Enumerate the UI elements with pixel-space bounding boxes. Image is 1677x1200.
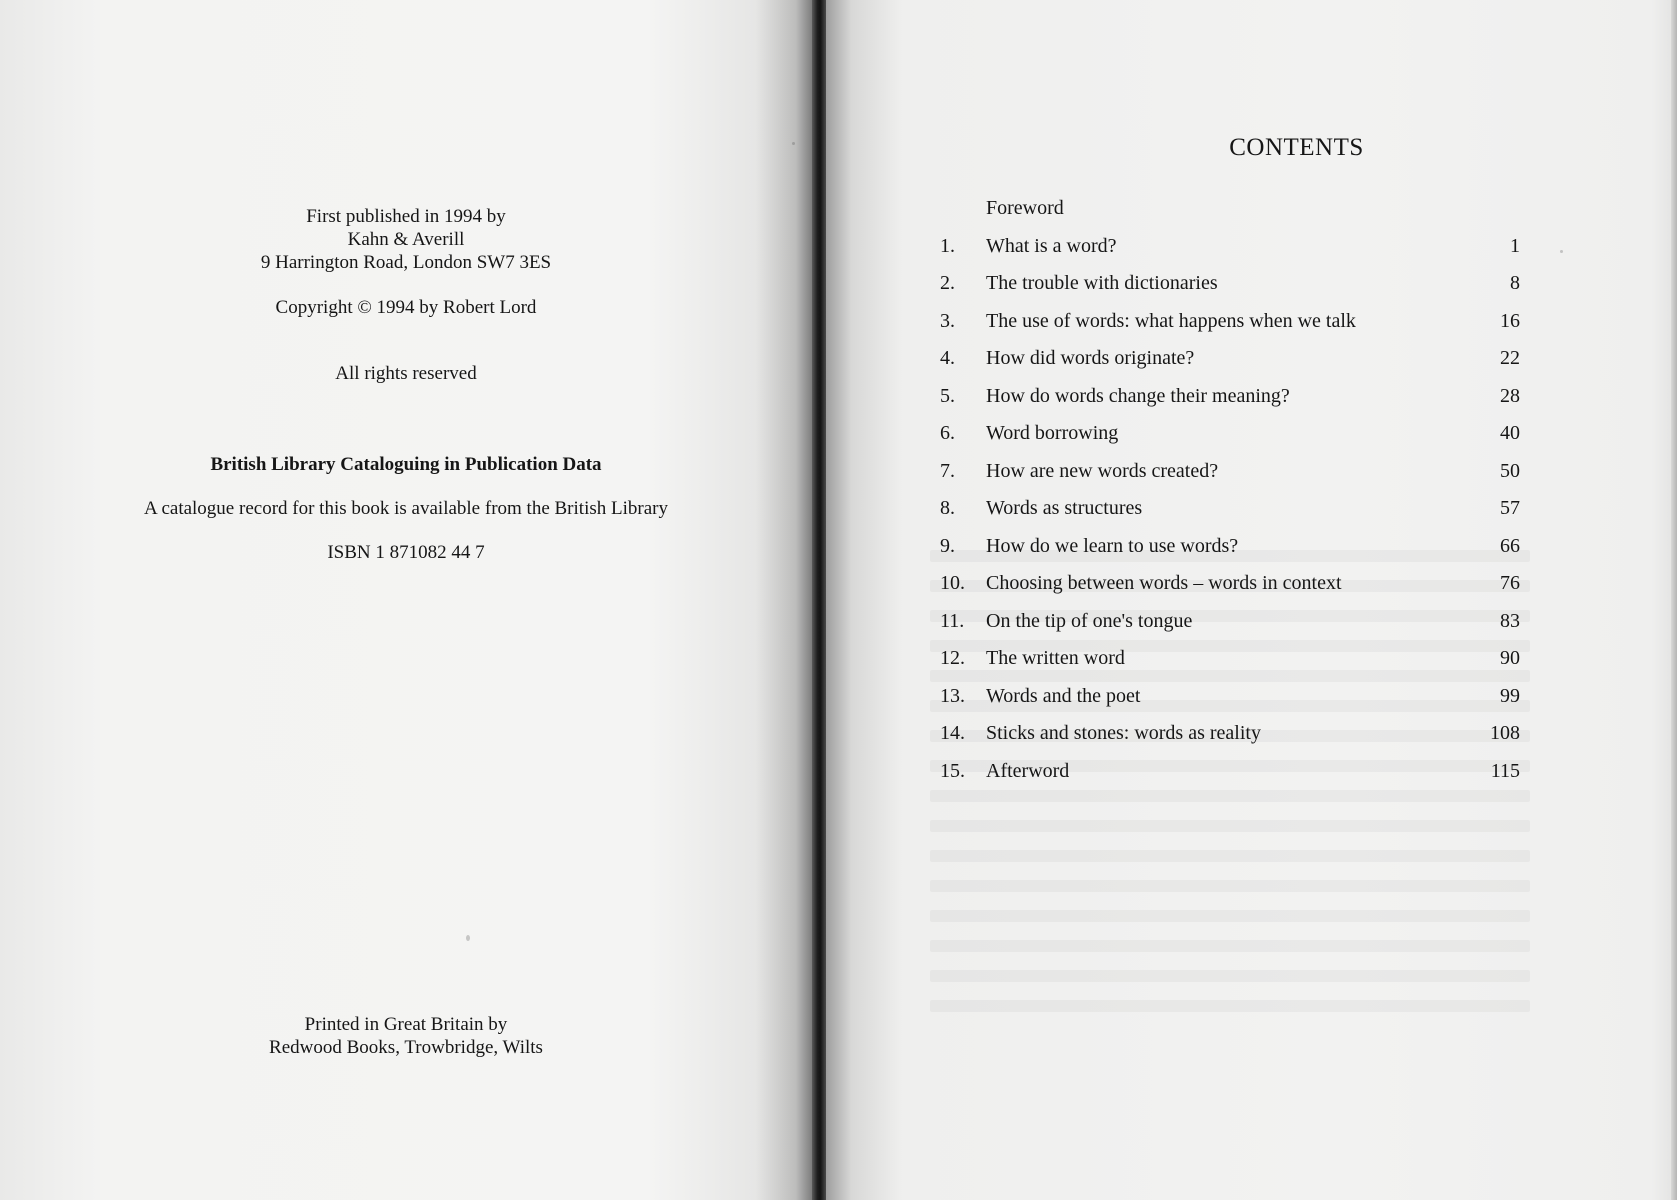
toc-entry-number: 15. (940, 759, 965, 782)
toc-entry-page: 66 (1500, 534, 1520, 557)
toc-entry-title: Sticks and stones: words as reality (986, 722, 1261, 744)
toc-entry-number: 7. (940, 459, 955, 482)
toc-entry-title: What is a word? (986, 234, 1117, 257)
printer-block (0, 1013, 812, 1059)
toc-entry-number: 3. (940, 309, 955, 332)
toc-entry-title: Word borrowing (986, 422, 1119, 444)
toc-entry-title: The written word (986, 647, 1125, 669)
toc-entry-page: 76 (1500, 572, 1520, 594)
toc-entry-title: The trouble with dictionaries (986, 272, 1218, 294)
toc-entry-number: 13. (940, 684, 965, 707)
isbn (0, 541, 812, 564)
toc-entry-page: 8 (1510, 272, 1520, 294)
paper-speck (466, 935, 470, 941)
toc-entry-number: 12. (940, 647, 965, 669)
toc-entry-number: 4. (940, 347, 955, 369)
toc-entry (940, 419, 1520, 457)
toc-entry (940, 307, 1520, 345)
toc-entry-number: 9. (940, 534, 955, 557)
toc-entry-number: 6. (940, 422, 955, 444)
copyright-line (0, 296, 812, 319)
toc-entry-title: Choosing between words – words in context (986, 572, 1342, 594)
printer-line: Printed in Great Britain by (304, 1014, 508, 1035)
toc-entry (940, 757, 1520, 795)
toc-entry-page: 108 (1490, 722, 1520, 744)
toc-entry-page: 90 (1500, 647, 1520, 669)
printer-name: Redwood Books, Trowbridge, Wilts (269, 1037, 543, 1058)
catalogue-record (0, 497, 812, 520)
toc-entry-title: How are new words created? (986, 459, 1219, 482)
paper-speck (1560, 250, 1563, 253)
toc-entry (940, 344, 1520, 382)
page-edge (1671, 0, 1677, 1200)
toc-entry (940, 494, 1520, 532)
toc-entry (940, 569, 1520, 607)
toc-entry (940, 232, 1520, 270)
publisher-name: Kahn & Averill (347, 229, 465, 250)
toc-entry-title: How did words originate? (986, 347, 1195, 369)
toc-entry-number: 10. (940, 572, 965, 594)
contents-title: CONTENTS (1229, 134, 1364, 161)
toc-entry-page: 50 (1500, 459, 1520, 482)
publisher-address: 9 Harrington Road, London SW7 3ES (260, 252, 552, 273)
toc-entry-number: 5. (940, 384, 955, 407)
toc-entry-page: 57 (1500, 497, 1520, 519)
copyright-text: Copyright © 1994 by Robert Lord (275, 297, 537, 318)
toc-entry-title: How do words change their meaning? (986, 384, 1290, 407)
toc-entry-page: 99 (1500, 684, 1520, 707)
toc-entry (940, 457, 1520, 495)
toc-entry-title: How do we learn to use words? (986, 534, 1239, 557)
toc-entry-title: Afterword (986, 759, 1070, 782)
published-line: First published in 1994 by (306, 206, 506, 227)
toc-entry-number: 14. (940, 722, 965, 744)
toc-entry-page: 1 (1510, 234, 1520, 257)
toc-entry (940, 194, 1520, 232)
rights-line (0, 362, 812, 385)
toc-entry (940, 607, 1520, 645)
book-gutter (812, 0, 826, 1200)
toc-entry-title: Words as structures (986, 497, 1143, 519)
toc-entry (940, 644, 1520, 682)
toc-entry-number: 8. (940, 497, 955, 519)
toc-entry (940, 719, 1520, 757)
rights-text: All rights reserved (335, 363, 477, 384)
toc-entry-page: 16 (1500, 309, 1520, 332)
publisher-block (0, 205, 812, 274)
catalogue-record-text: A catalogue record for this book is available from the British Library (144, 498, 668, 519)
toc-entry-title: On the tip of one's tongue (986, 609, 1193, 632)
toc-entry-number: 2. (940, 272, 955, 294)
toc-entry-page: 115 (1490, 759, 1520, 782)
toc-entry (940, 269, 1520, 307)
toc-entry (940, 682, 1520, 720)
toc-entry-title: Foreword (986, 197, 1064, 219)
toc-entry-title: Words and the poet (986, 684, 1141, 707)
toc-entry (940, 532, 1520, 570)
toc-entry-page: 22 (1500, 347, 1520, 369)
toc-entry-number: 11. (940, 609, 965, 632)
toc-entry-page: 83 (1500, 609, 1520, 632)
toc-entry-title: The use of words: what happens when we talk (986, 309, 1356, 332)
isbn-text: ISBN 1 871082 44 7 (327, 542, 485, 563)
toc-entry-page: 28 (1500, 384, 1520, 407)
cip-heading (0, 453, 812, 476)
toc-entry-number: 1. (940, 234, 955, 257)
toc-entry-page: 40 (1500, 422, 1520, 444)
paper-speck (792, 142, 795, 145)
table-of-contents (940, 194, 1520, 794)
toc-entry (940, 382, 1520, 420)
cip-heading-text: British Library Cataloguing in Publication Data (210, 454, 602, 475)
